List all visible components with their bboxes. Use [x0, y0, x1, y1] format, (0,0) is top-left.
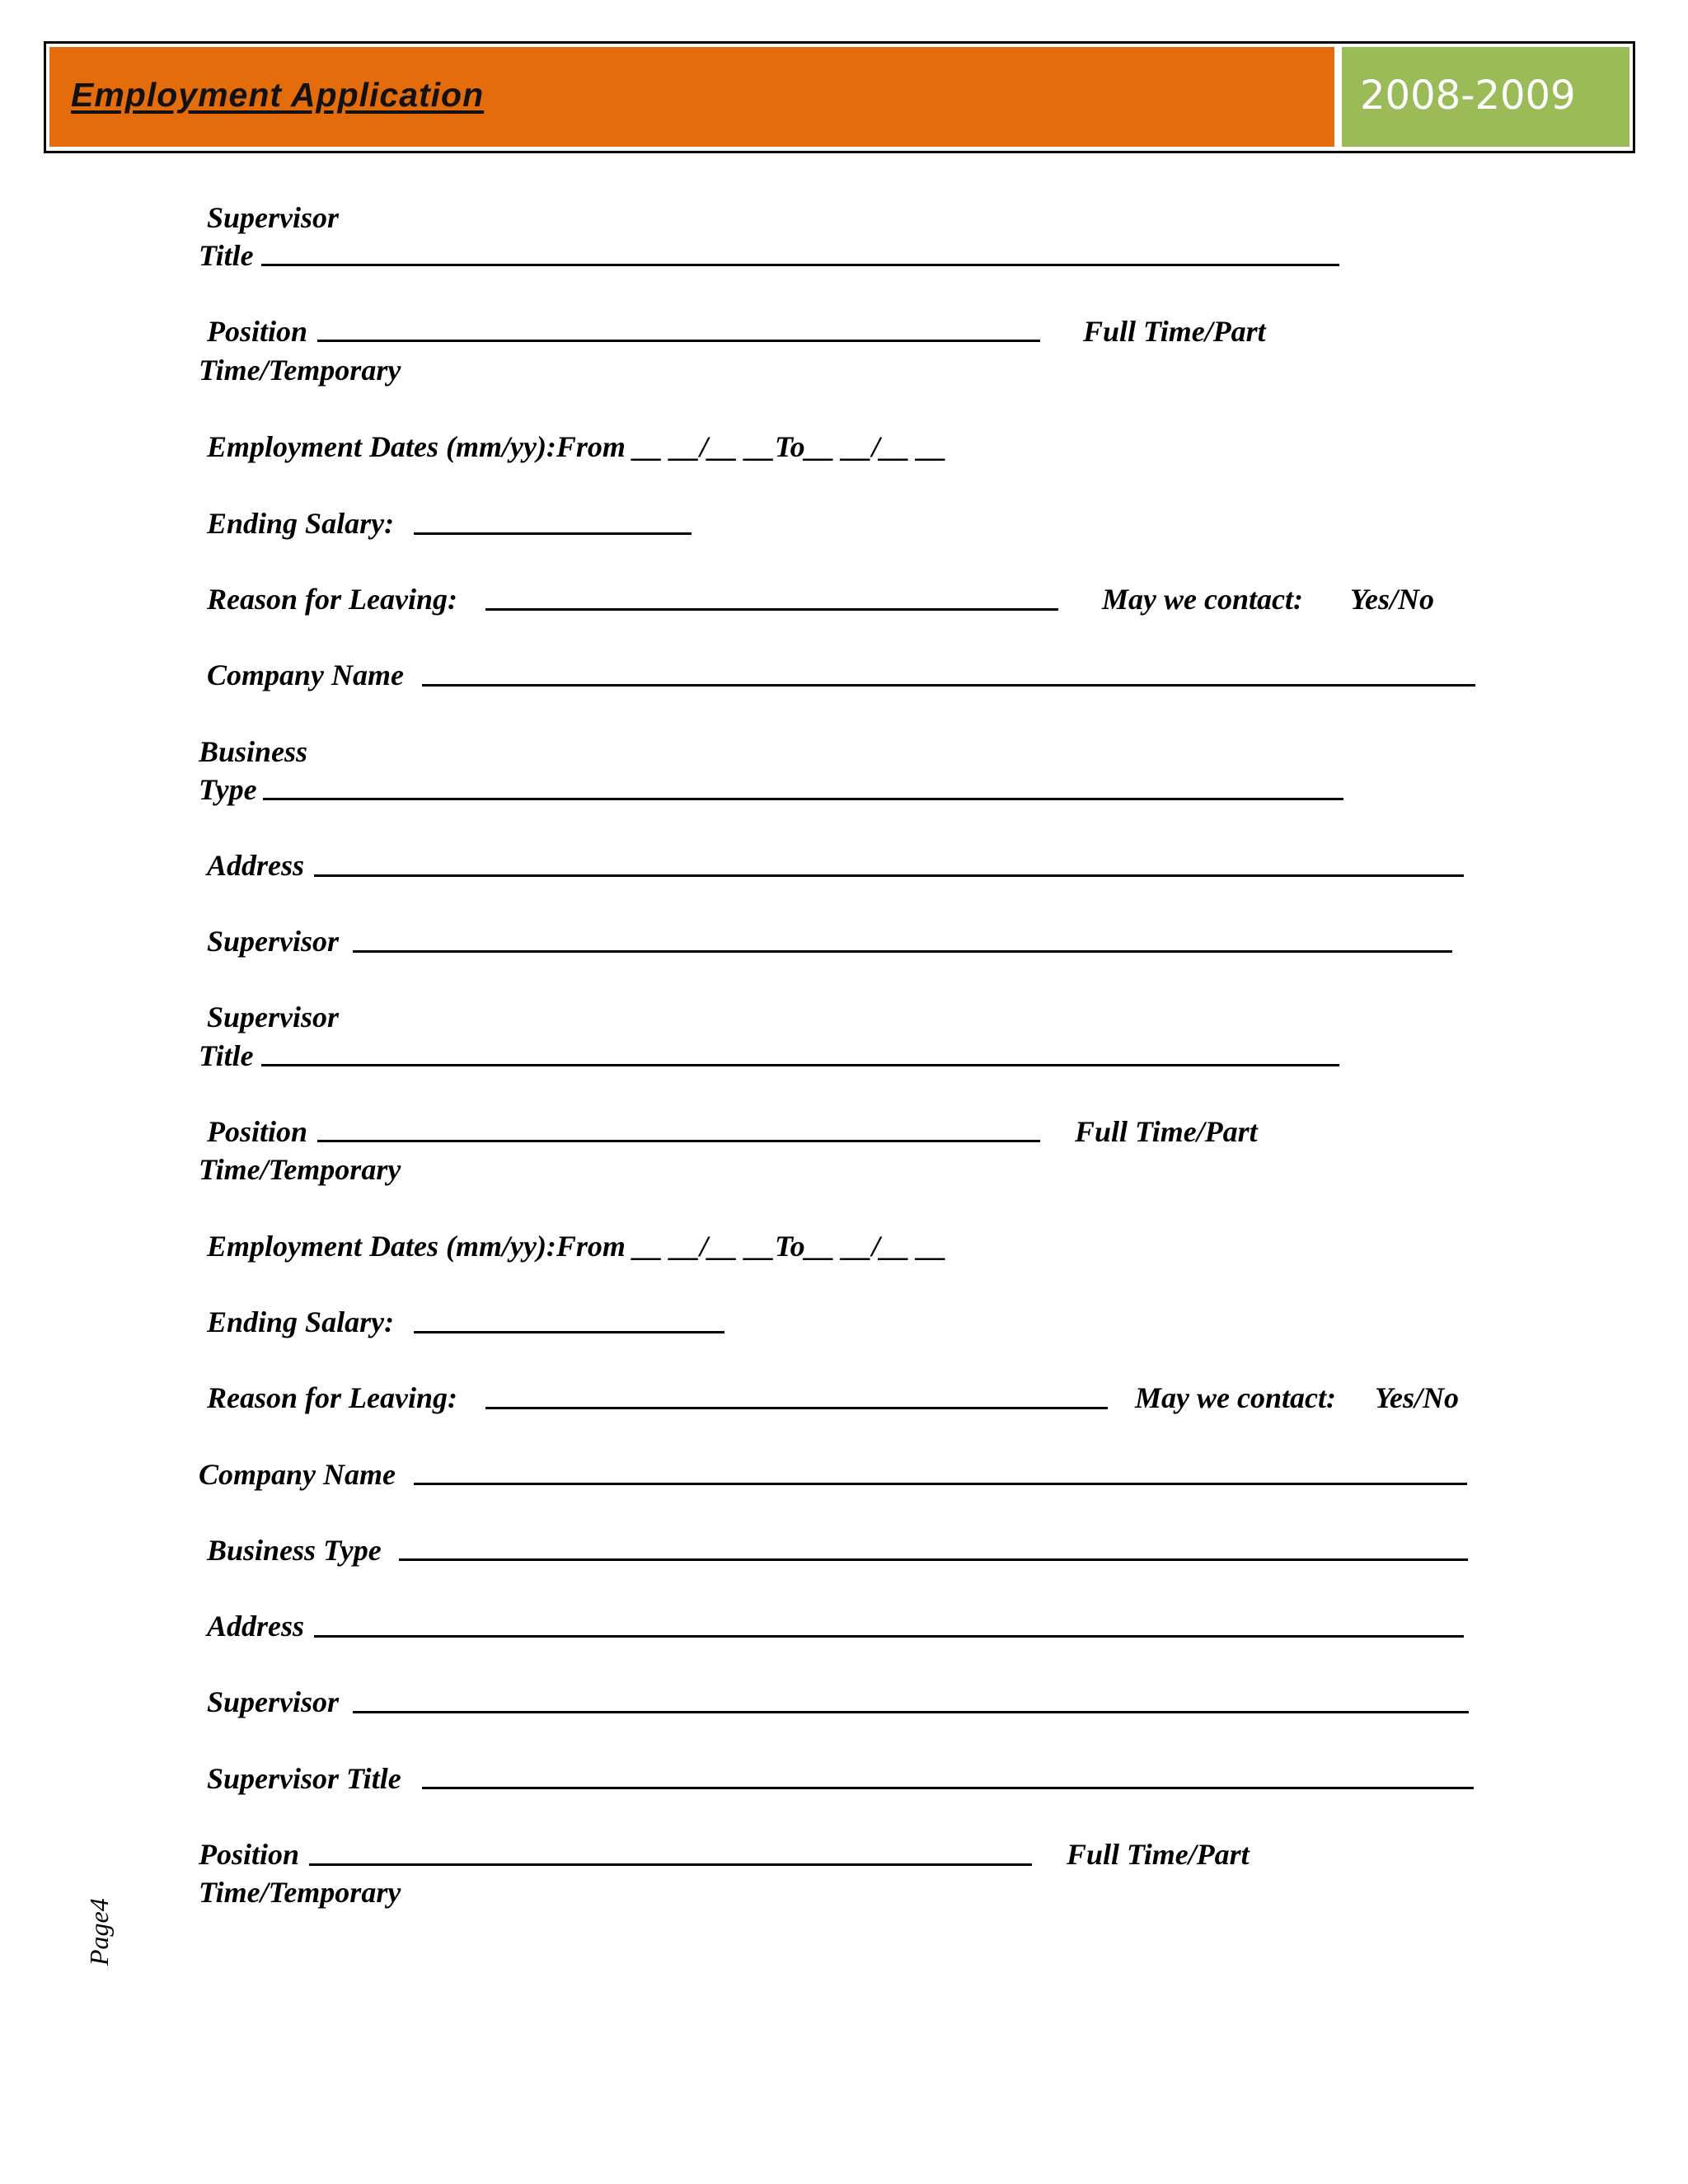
supervisor-title-label: Supervisor — [207, 1001, 340, 1033]
business-type-field[interactable] — [263, 798, 1343, 800]
supervisor-title-label-2: Title — [199, 1039, 254, 1072]
ending-salary-field[interactable] — [414, 532, 692, 535]
business-type-label: Business — [199, 735, 308, 768]
position-label: Position — [207, 315, 308, 348]
supervisor-title-field[interactable] — [261, 264, 1339, 266]
may-we-contact-label: May we contact: — [1102, 583, 1303, 616]
company-name-label: Company Name — [207, 658, 404, 691]
time-temporary-label: Time/Temporary — [199, 354, 401, 387]
ending-salary-field[interactable] — [414, 1331, 724, 1333]
supervisor-label: Supervisor — [207, 925, 340, 958]
document-title: Employment Application — [71, 76, 485, 114]
company-name-field[interactable] — [422, 684, 1475, 687]
reason-for-leaving-label: Reason for Leaving: — [207, 583, 457, 616]
address-field[interactable] — [314, 874, 1464, 877]
reason-for-leaving-field[interactable] — [485, 1407, 1108, 1409]
position-field[interactable] — [309, 1863, 1032, 1866]
reason-for-leaving-field[interactable] — [485, 608, 1058, 611]
company-name-label: Company Name — [199, 1458, 396, 1491]
address-label: Address — [207, 1610, 305, 1643]
ending-salary-label: Ending Salary: — [207, 1305, 395, 1338]
time-temporary-label: Time/Temporary — [199, 1153, 401, 1186]
full-time-part-label: Full Time/Part — [1083, 315, 1266, 348]
supervisor-title-field[interactable] — [422, 1787, 1474, 1789]
supervisor-field[interactable] — [353, 950, 1452, 953]
business-type-label: Business Type — [207, 1534, 382, 1567]
page-number: Page4 — [84, 1898, 114, 1966]
ending-salary-label: Ending Salary: — [207, 507, 395, 540]
address-field[interactable] — [314, 1635, 1464, 1638]
employment-dates-field[interactable]: Employment Dates (mm/yy):From __ __/__ __To__ __/__ __ — [207, 1230, 947, 1263]
may-we-contact-label: May we contact: — [1135, 1381, 1336, 1414]
supervisor-field[interactable] — [353, 1711, 1469, 1713]
business-type-label-2: Type — [199, 773, 257, 806]
full-time-part-label: Full Time/Part — [1075, 1115, 1258, 1148]
yes-no-option[interactable]: Yes/No — [1375, 1381, 1459, 1414]
company-name-field[interactable] — [414, 1483, 1467, 1485]
supervisor-label: Supervisor — [207, 1685, 340, 1718]
position-field[interactable] — [317, 340, 1040, 342]
full-time-part-label: Full Time/Part — [1067, 1838, 1250, 1871]
position-field[interactable] — [317, 1140, 1040, 1142]
business-type-field[interactable] — [399, 1558, 1468, 1561]
reason-for-leaving-label: Reason for Leaving: — [207, 1381, 457, 1414]
year-label: 2008-2009 — [1360, 73, 1576, 119]
time-temporary-label: Time/Temporary — [199, 1876, 401, 1909]
supervisor-title-field[interactable] — [261, 1064, 1339, 1066]
position-label: Position — [207, 1115, 308, 1148]
address-label: Address — [207, 849, 305, 882]
yes-no-option[interactable]: Yes/No — [1350, 583, 1434, 616]
supervisor-title-label: Supervisor — [207, 201, 340, 234]
position-label: Position — [199, 1838, 300, 1871]
supervisor-title-label: Supervisor Title — [207, 1762, 401, 1795]
supervisor-title-label-2: Title — [199, 239, 254, 272]
employment-dates-field[interactable]: Employment Dates (mm/yy):From __ __/__ __To__ __/__ __ — [207, 430, 947, 463]
